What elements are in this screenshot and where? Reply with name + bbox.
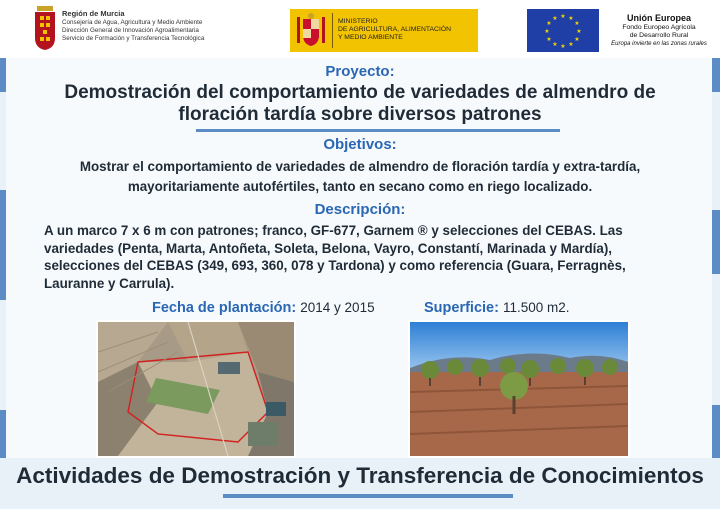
ministerio-line3: Y MEDIO AMBIENTE xyxy=(338,34,403,41)
svg-text:★: ★ xyxy=(546,20,552,27)
descripcion-line2: variedades (Penta, Marta, Antoñeta, Soleta, Belona, Vayro, Constantí, Marinada y Mardía), xyxy=(44,240,613,256)
fecha-row xyxy=(152,300,375,316)
eu-title: Unión Europea xyxy=(626,13,691,23)
right-bar-top xyxy=(712,58,720,92)
eu-line2: de Desarrollo Rural xyxy=(629,32,689,39)
orchard-photo xyxy=(408,320,630,458)
ministerio-divider xyxy=(332,13,333,48)
objetivos-line1: Mostrar el comportamiento de variedades de almendro de floración tardía y extra-tardía, xyxy=(79,159,641,174)
murcia-logo xyxy=(34,6,234,56)
descripcion-text xyxy=(44,222,704,292)
spain-shield-icon xyxy=(294,13,328,48)
descripcion-label: Descripción: xyxy=(314,201,406,218)
ministerio-line2: DE AGRICULTURA, ALIMENTACIÓN xyxy=(338,26,452,33)
descripcion-line3: selecciones del CEBAS (349, 693, 360, 078 y Tardona) y como referencia (Guara, Ferragnès, xyxy=(44,258,626,273)
svg-text:★: ★ xyxy=(574,36,580,43)
svg-text:★: ★ xyxy=(544,28,550,35)
objetivos-line2: mayoritariamente autofértiles, tanto en secano como en riego localizado. xyxy=(127,179,593,194)
svg-text:★: ★ xyxy=(568,41,574,48)
superficie-value: 11.500 m2. xyxy=(502,300,570,315)
right-bar-bottom xyxy=(712,405,720,458)
fecha-value: 2014 y 2015 xyxy=(300,300,375,315)
murcia-line3: Dirección General de Innovación Agroalimentaria xyxy=(62,27,199,34)
murcia-crest-icon xyxy=(34,6,56,50)
objetivos-label: Objetivos: xyxy=(323,136,397,153)
svg-text:★: ★ xyxy=(552,41,558,48)
murcia-line1: Región de Murcia xyxy=(62,9,125,18)
svg-text:★: ★ xyxy=(576,28,582,35)
superficie-row xyxy=(424,300,570,316)
svg-text:★: ★ xyxy=(560,13,566,20)
ministerio-line1: MINISTERIO xyxy=(338,18,378,25)
svg-text:★: ★ xyxy=(568,15,574,22)
descripcion-line4: Lauranne y Carrula). xyxy=(44,275,175,291)
right-bar-mid xyxy=(712,210,720,274)
eu-text xyxy=(604,12,714,48)
murcia-line4: Servicio de Formación y Transferencia Tecnológica xyxy=(62,35,205,42)
svg-text:★: ★ xyxy=(546,36,552,43)
proyecto-title-line1: Demostración del comportamiento de variedades de almendro de xyxy=(64,82,656,103)
svg-text:★: ★ xyxy=(552,15,558,22)
svg-text:★: ★ xyxy=(574,20,580,27)
eu-line3: Europa invierte en las zonas rurales xyxy=(611,41,707,47)
proyecto-label: Proyecto: xyxy=(325,63,395,80)
murcia-line2: Consejería de Agua, Agricultura y Medio Ambiente xyxy=(62,19,203,26)
eu-flag-icon xyxy=(527,9,599,52)
eu-line1: Fondo Europeo Agrícola xyxy=(622,24,696,31)
superficie-label: Superficie: xyxy=(424,300,499,316)
proyecto-title-line2: floración tardía sobre diversos patrones xyxy=(178,104,542,125)
aerial-photo xyxy=(96,320,296,458)
footer-underline xyxy=(223,494,513,498)
svg-text:★: ★ xyxy=(560,43,566,50)
fecha-label: Fecha de plantación: xyxy=(152,300,297,316)
footer-title: Actividades de Demostración y Transferencia de Conocimientos xyxy=(16,463,704,488)
descripcion-line1: A un marco 7 x 6 m con patrones; franco, GF-677, Garnem ® y selecciones del CEBAS. Las xyxy=(44,223,623,238)
ministerio-logo xyxy=(290,9,478,52)
proyecto-underline xyxy=(196,129,560,132)
header xyxy=(0,0,720,58)
